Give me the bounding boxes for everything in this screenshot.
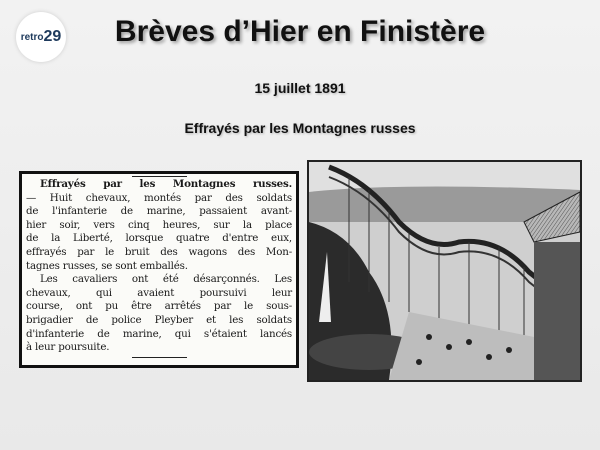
engraving-image [309,162,580,380]
clipping-line: Effrayés par les Montagnes russes. [40,178,292,190]
clipping-line: de la Liberté, lorsque quatre d'entre eux, [26,232,292,245]
divider [132,176,187,177]
article-subtitle: Effrayés par les Montagnes russes [184,120,416,136]
logo-prefix: retro [20,31,44,43]
clipping-line: effrayés par le bruit des wagons des Mon- [26,245,292,258]
clipping-line: d'infanterie de marine, qui s'étaient lancés [26,327,292,340]
clipping-line: Les cavaliers ont été désarçonnés. Les [40,273,292,286]
clipping-line: hier soir, vers cinq heures, sur la place [26,218,292,231]
clipping-line: de l'infanterie de marine, passaient avant- [26,205,292,218]
clipping-line: à leur poursuite. [26,341,110,354]
clipping-line: brigadier de police Pleyber et les soldats [26,313,292,326]
page-title: Brèves d’Hier en Finistère [114,15,486,48]
clipping-line: chevaux, qui avaient poursuivi leur [26,286,292,299]
article-date: 15 juillet 1891 [254,80,346,96]
logo-number: 29 [43,28,62,45]
newspaper-clipping [19,171,299,368]
clipping-line: course, ont pu être arrêtés par le sous- [26,300,292,313]
clipping-line: — Huit chevaux, montés par des soldats [26,191,292,204]
roller-coaster-illustration [307,160,582,382]
divider [132,357,187,358]
clipping-line: tagnes russes, se sont emballés. [26,259,188,272]
